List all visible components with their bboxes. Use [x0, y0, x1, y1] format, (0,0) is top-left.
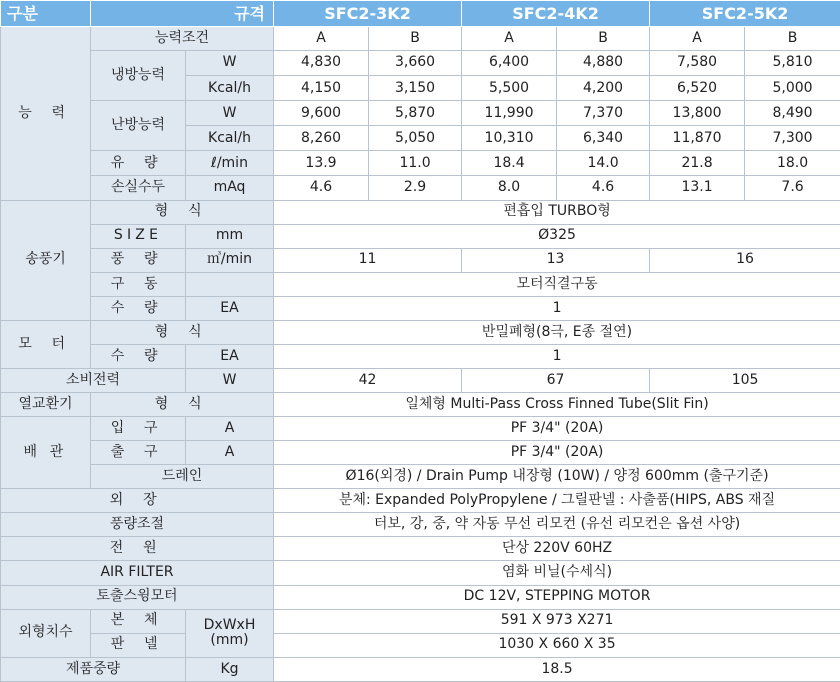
- heat-exchanger-label: 열교환기: [1, 393, 91, 417]
- table-cell: 8.0: [462, 176, 557, 200]
- unit-label: A: [186, 441, 274, 465]
- fan-type-label: 형 식: [91, 200, 274, 224]
- table-cell: 5,500: [462, 76, 557, 101]
- table-cell: 6,520: [650, 76, 745, 101]
- piping-inlet-value: PF 3/4" (20A): [274, 417, 840, 441]
- unit-label: mAq: [186, 176, 274, 200]
- table-cell: 5,810: [745, 51, 840, 76]
- unit-label: W: [186, 101, 274, 126]
- swing-motor-label: 토출스윙모터: [1, 585, 274, 609]
- weight-value: 18.5: [274, 657, 840, 681]
- piping-drain-value: Ø16(외경) / Drain Pump 내장형 (10W) / 양정 600mm (출구기준): [274, 465, 840, 489]
- table-cell: 67: [462, 368, 650, 392]
- table-cell: B: [745, 27, 840, 51]
- table-cell: 21.8: [650, 151, 745, 176]
- table-cell: 6,340: [557, 126, 650, 151]
- unit-label: Kg: [186, 657, 274, 681]
- unit-label: [186, 272, 274, 296]
- table-row: [1, 101, 840, 126]
- table-row: [1, 296, 840, 320]
- table-cell: 4.6: [557, 176, 650, 200]
- fan-size-value: Ø325: [274, 224, 840, 248]
- unit-label: EA: [186, 344, 274, 368]
- airflow-control-value: 터보, 강, 중, 약 자동 무선 리모컨 (유선 리모컨은 옵션 사양): [274, 513, 840, 537]
- flow-label: 유 량: [91, 151, 186, 176]
- fan-airflow-label: 풍 량: [91, 248, 186, 272]
- piping-outlet-label: 출 구: [91, 441, 186, 465]
- table-cell: 10,310: [462, 126, 557, 151]
- unit-label: W: [186, 51, 274, 76]
- table-row: [1, 368, 840, 392]
- table-cell: 4,150: [274, 76, 369, 101]
- unit-label: A: [186, 417, 274, 441]
- header-model-1: SFC2-3K2: [274, 1, 462, 27]
- table-cell: A: [462, 27, 557, 51]
- table-cell: 16: [650, 248, 840, 272]
- unit-label: Kcal/h: [186, 76, 274, 101]
- table-row: [1, 200, 840, 224]
- table-cell: 5,050: [369, 126, 462, 151]
- unit-label: ℓ/min: [186, 151, 274, 176]
- table-cell: 11,870: [650, 126, 745, 151]
- dimensions-body-value: 591 X 973 X271: [274, 609, 840, 633]
- table-cell: A: [274, 27, 369, 51]
- table-row: [1, 272, 840, 296]
- table-cell: 11: [274, 248, 462, 272]
- swing-motor-value: DC 12V, STEPPING MOTOR: [274, 585, 840, 609]
- table-cell: 3,150: [369, 76, 462, 101]
- motor-type-label: 형 식: [91, 320, 274, 344]
- fan-drive-label: 구 동: [91, 272, 186, 296]
- table-row: [1, 633, 840, 657]
- fan-type-value: 편흡입 TURBO형: [274, 200, 840, 224]
- table-cell: 4,200: [557, 76, 650, 101]
- heat-exchanger-sublabel: 형 식: [91, 393, 274, 417]
- dimensions-unit-line1: DxWxH: [203, 616, 256, 633]
- header-model-3: SFC2-5K2: [650, 1, 840, 27]
- table-cell: 14.0: [557, 151, 650, 176]
- heating-label: 난방능력: [91, 101, 186, 151]
- table-row: [1, 609, 840, 633]
- table-cell: 5,000: [745, 76, 840, 101]
- power-supply-label: 전 원: [1, 537, 274, 561]
- table-cell: 13.9: [274, 151, 369, 176]
- piping-inlet-label: 입 구: [91, 417, 186, 441]
- table-row: [1, 320, 840, 344]
- weight-label: 제품중량: [1, 657, 186, 681]
- table-cell: 7,300: [745, 126, 840, 151]
- power-label: 소비전력: [1, 368, 186, 392]
- piping-drain-label: 드레인: [91, 465, 274, 489]
- table-row: [1, 561, 840, 585]
- header-category: 구분: [1, 1, 91, 27]
- exterior-label: 외 장: [1, 489, 274, 513]
- table-row: [1, 176, 840, 200]
- table-row: [1, 151, 840, 176]
- table-cell: A: [650, 27, 745, 51]
- table-row: [1, 489, 840, 513]
- table-row: [1, 224, 840, 248]
- table-cell: B: [369, 27, 462, 51]
- fan-size-label: SIZE: [91, 224, 186, 248]
- airflow-control-label: 풍량조절: [1, 513, 274, 537]
- head-loss-label: 손실수두: [91, 176, 186, 200]
- capacity-group-label: 능 력: [1, 27, 91, 200]
- unit-label: ㎥/min: [186, 248, 274, 272]
- table-cell: 105: [650, 368, 840, 392]
- table-row: [1, 248, 840, 272]
- table-cell: 3,660: [369, 51, 462, 76]
- fan-qty-label: 수 량: [91, 296, 186, 320]
- condition-label: 능력조건: [91, 27, 274, 51]
- motor-qty-value: 1: [274, 344, 840, 368]
- power-supply-value: 단상 220V 60HZ: [274, 537, 840, 561]
- motor-qty-label: 수 량: [91, 344, 186, 368]
- table-row: [1, 657, 840, 681]
- unit-label: Kcal/h: [186, 126, 274, 151]
- table-cell: B: [557, 27, 650, 51]
- dimensions-unit-line2: (mm): [210, 632, 249, 649]
- exterior-value: 분체: Expanded PolyPropylene / 그릴판넬 : 사출품(HIPS, ABS 재질: [274, 489, 840, 513]
- unit-label: EA: [186, 296, 274, 320]
- table-cell: 11,990: [462, 101, 557, 126]
- table-cell: 13,800: [650, 101, 745, 126]
- dimensions-panel-value: 1030 X 660 X 35: [274, 633, 840, 657]
- table-row: [1, 585, 840, 609]
- fan-drive-value: 모터직결구동: [274, 272, 840, 296]
- table-cell: 5,870: [369, 101, 462, 126]
- table-cell: 7.6: [745, 176, 840, 200]
- table-row: [1, 537, 840, 561]
- header-model-2: SFC2-4K2: [462, 1, 650, 27]
- piping-group-label: 배 관: [1, 417, 91, 489]
- table-cell: 18.4: [462, 151, 557, 176]
- table-cell: 8,490: [745, 101, 840, 126]
- table-cell: 4,880: [557, 51, 650, 76]
- fan-group-label: 송풍기: [1, 200, 91, 320]
- dimensions-panel-label: 판 넬: [91, 633, 186, 657]
- table-row: [1, 51, 840, 76]
- table-cell: 7,370: [557, 101, 650, 126]
- table-row: [1, 513, 840, 537]
- cooling-label: 냉방능력: [91, 51, 186, 101]
- table-cell: 2.9: [369, 176, 462, 200]
- table-row: [1, 417, 840, 441]
- table-cell: 9,600: [274, 101, 369, 126]
- header-spec: 규격: [91, 1, 274, 27]
- table-row: [1, 441, 840, 465]
- table-cell: 4,830: [274, 51, 369, 76]
- table-cell: 42: [274, 368, 462, 392]
- table-cell: 4.6: [274, 176, 369, 200]
- fan-qty-value: 1: [274, 296, 840, 320]
- table-cell: 7,580: [650, 51, 745, 76]
- table-cell: 11.0: [369, 151, 462, 176]
- motor-type-value: 반밀폐형(8극, E종 절연): [274, 320, 840, 344]
- heat-exchanger-value: 일체형 Multi-Pass Cross Finned Tube(Slit Fin): [274, 393, 840, 417]
- air-filter-value: 염화 비닐(수세식): [274, 561, 840, 585]
- air-filter-label: AIR FILTER: [1, 561, 274, 585]
- table-row: [1, 344, 840, 368]
- unit-label: mm: [186, 224, 274, 248]
- table-row: [1, 465, 840, 489]
- table-row: [1, 27, 840, 51]
- dimensions-body-label: 본 체: [91, 609, 186, 633]
- table-cell: 8,260: [274, 126, 369, 151]
- table-row: [1, 393, 840, 417]
- table-cell: 6,400: [462, 51, 557, 76]
- table-cell: 13.1: [650, 176, 745, 200]
- dimensions-unit: [186, 609, 274, 657]
- dimensions-group-label: 외형치수: [1, 609, 91, 657]
- motor-group-label: 모 터: [1, 320, 91, 368]
- table-cell: 13: [462, 248, 650, 272]
- unit-label: W: [186, 368, 274, 392]
- piping-outlet-value: PF 3/4" (20A): [274, 441, 840, 465]
- header-row: [1, 1, 840, 27]
- table-cell: 18.0: [745, 151, 840, 176]
